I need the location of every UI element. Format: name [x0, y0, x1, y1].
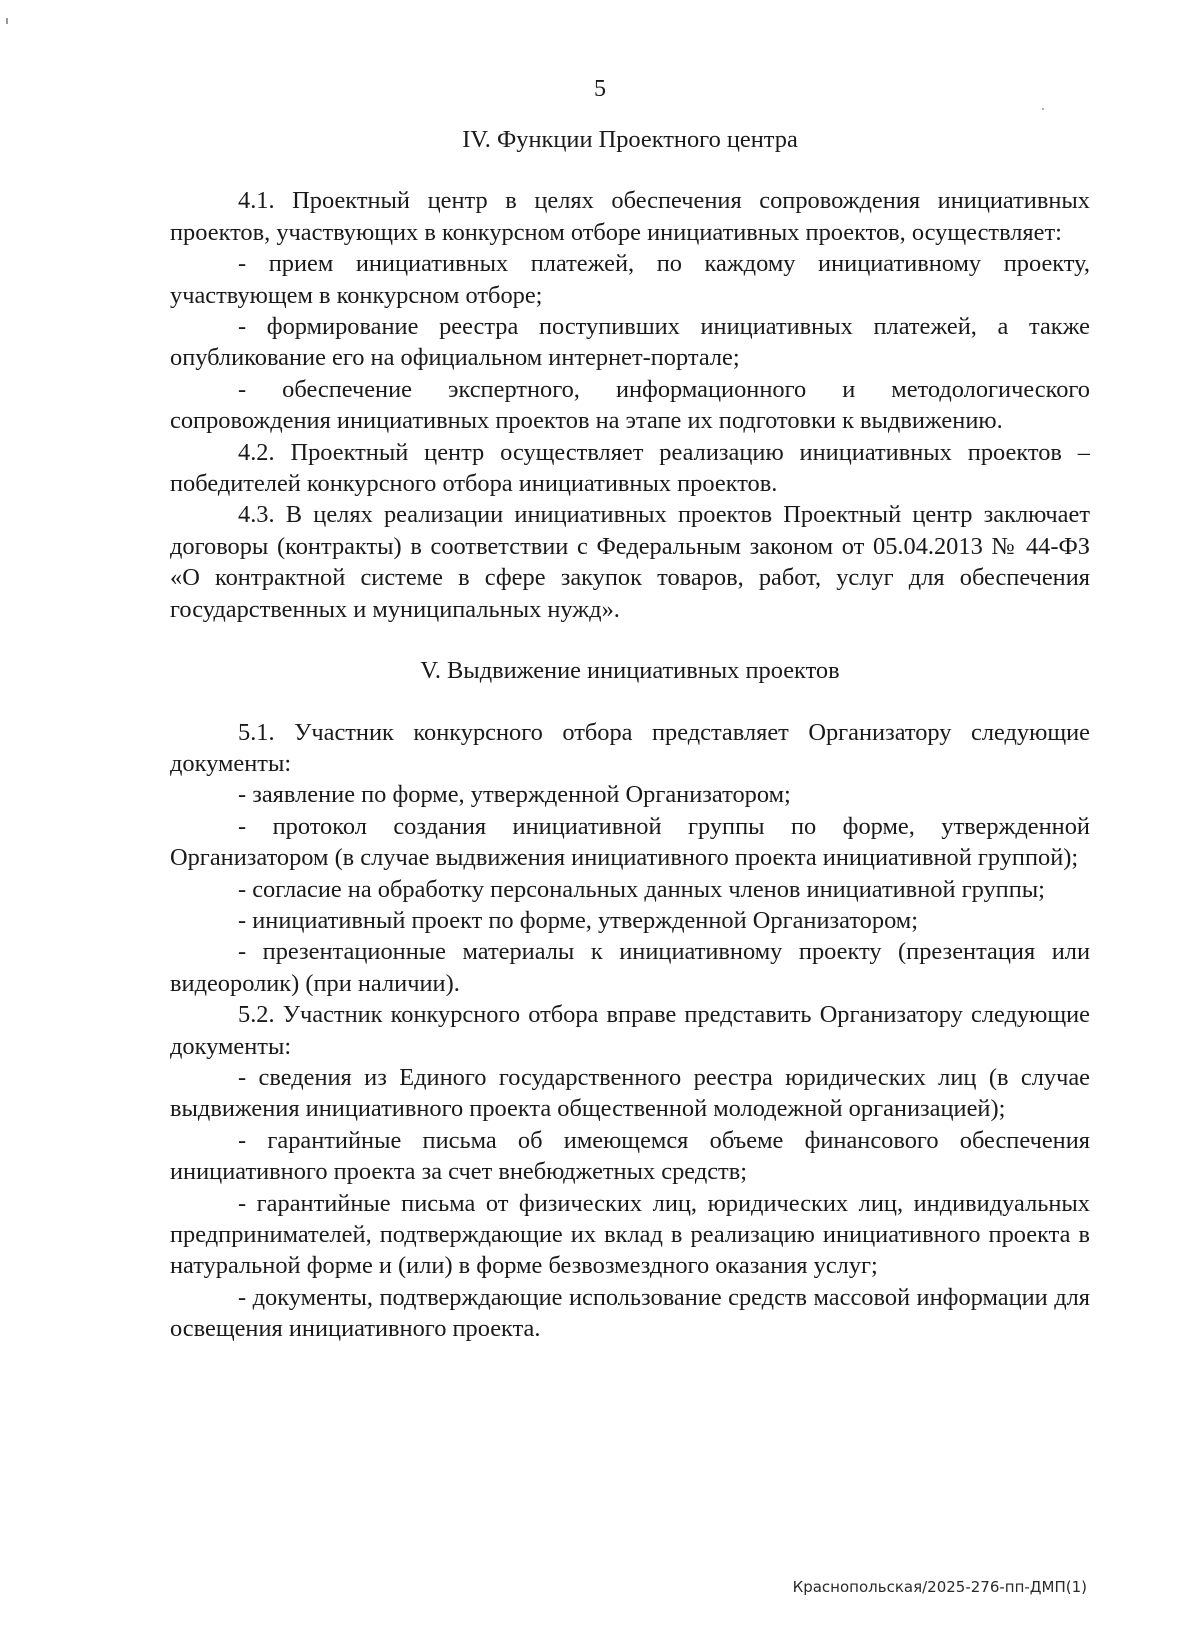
list-item: - гарантийные письма от физических лиц, юридических лиц, индивидуальных предпринимателей, подтверждающие их вклад в реализацию инициативного проекта в натуральной форме и (или) в форме безвозмездного оказания услуг;: [170, 1189, 1090, 1280]
scan-artifact: [1042, 108, 1044, 110]
list-item: - формирование реестра поступивших инициативных платежей, а также опубликование его на официальном интернет-портале;: [170, 313, 1090, 372]
section-heading-iv: IV. Функции Проектного центра: [462, 126, 798, 153]
document-footer-code: Краснопольская/2025-276-пп-ДМП(1): [792, 1578, 1087, 1596]
list-item: - согласие на обработку персональных данных членов инициативной группы;: [238, 875, 1045, 903]
list-item: - заявление по форме, утвержденной Организатором;: [238, 781, 791, 809]
document-body: [170, 124, 1090, 1345]
list-item: - гарантийные письма об имеющемся объеме финансового обеспечения инициативного проекта за счет внебюджетных средств;: [170, 1126, 1090, 1186]
paragraph-4-1: 4.1. Проектный центр в целях обеспечения сопровождения инициативных проектов, участвующих в конкурсном отборе инициативных проектов, осуществляет:: [170, 187, 1090, 246]
section-heading-v: V. Выдвижение инициативных проектов: [420, 657, 840, 685]
list-item: - прием инициативных платежей, по каждому инициативному проекту, участвующем в конкурсном отборе;: [170, 250, 1090, 309]
list-item: - протокол создания инициативной группы по форме, утвержденной Организатором (в случае выдвижения инициативного проекта инициативной группой);: [170, 812, 1090, 872]
paragraph-5-2: 5.2. Участник конкурсного отбора вправе представить Организатору следующие документы:: [170, 1001, 1090, 1060]
list-item: - сведения из Единого государственного реестра юридических лиц (в случае выдвижения инициативного проекта общественной молодежной организацией);: [170, 1063, 1090, 1123]
paragraph-4-3: 4.3. В целях реализации инициативных проектов Проектный центр заключает договоры (контракты) в соответствии с Федеральным законом от 05.04.2013 № 44-ФЗ «О контрактной системе в сфере закупок товаров, работ, услуг для обеспечения государственных и муниципальных нужд».: [170, 501, 1090, 623]
list-item: - обеспечение экспертного, информационного и методологического сопровождения инициативных проектов на этапе их подготовки к выдвижению.: [170, 375, 1090, 435]
list-item: - презентационные материалы к инициативному проекту (презентация или видеоролик) (при наличии).: [170, 938, 1090, 997]
paragraph-4-2: 4.2. Проектный центр осуществляет реализацию инициативных проектов – победителей конкурсного отбора инициативных проектов.: [170, 438, 1090, 498]
page-number: 5: [594, 76, 606, 102]
list-item: - документы, подтверждающие использование средств массовой информации для освещения инициативного проекта.: [170, 1283, 1090, 1343]
list-item: - инициативный проект по форме, утвержденной Организатором;: [238, 906, 919, 934]
paragraph-5-1: 5.1. Участник конкурсного отбора представляет Организатору следующие документы:: [170, 718, 1090, 777]
scan-artifact: [6, 18, 8, 24]
